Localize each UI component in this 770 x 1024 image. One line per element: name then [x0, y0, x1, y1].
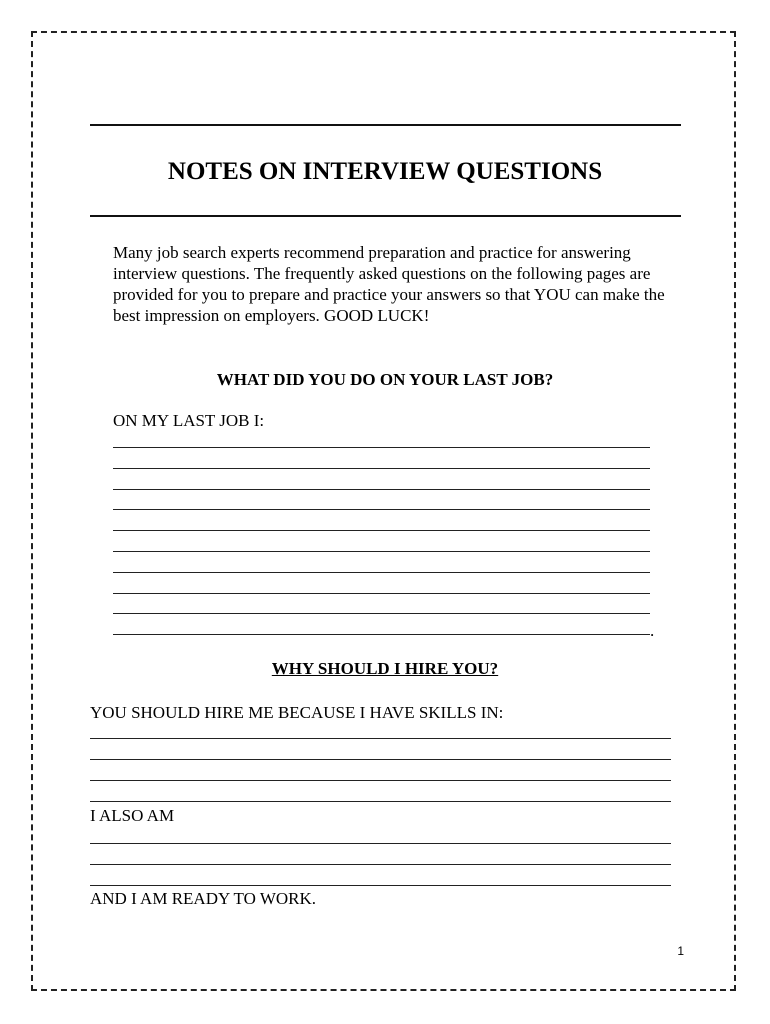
skills-answer-line: [90, 801, 671, 802]
last-job-answer-line: [113, 468, 650, 469]
page-number: 1: [677, 944, 684, 958]
last-job-answer-line: [113, 509, 650, 510]
last-job-answer-line: [113, 634, 650, 635]
last-job-prompt: ON MY LAST JOB I:: [113, 411, 265, 430]
also-am-answer-line: [90, 843, 671, 844]
also-am-prompt: I ALSO AM: [90, 806, 175, 825]
last-job-closing-period: .: [650, 621, 655, 640]
also-am-answer-line: [90, 885, 671, 886]
also-am-answer-line: [90, 864, 671, 865]
title-rule-top: [90, 124, 681, 126]
section-heading-hire: WHY SHOULD I HIRE YOU?: [271, 659, 499, 678]
page-title: NOTES ON INTERVIEW QUESTIONS: [167, 158, 603, 185]
last-job-answer-line: [113, 551, 650, 552]
last-job-answer-line: [113, 613, 650, 614]
last-job-answer-line: [113, 447, 650, 448]
ready-to-work-text: AND I AM READY TO WORK.: [90, 889, 317, 908]
intro-paragraph: Many job search experts recommend preparation and practice for answering interview questions. The frequently asked questions on the following pages are provided for you to prepare and practice your answers so that YOU can make the best impression on employers. GOOD LUCK!: [113, 243, 665, 325]
hire-skills-prompt: YOU SHOULD HIRE ME BECAUSE I HAVE SKILLS IN:: [90, 703, 504, 722]
skills-answer-line: [90, 738, 671, 739]
last-job-answer-line: [113, 572, 650, 573]
title-rule-bottom: [90, 215, 681, 217]
skills-answer-line: [90, 780, 671, 781]
section-heading-last-job: WHAT DID YOU DO ON YOUR LAST JOB?: [216, 370, 554, 389]
skills-answer-line: [90, 759, 671, 760]
last-job-answer-line: [113, 489, 650, 490]
last-job-answer-line: [113, 530, 650, 531]
last-job-answer-line: [113, 593, 650, 594]
